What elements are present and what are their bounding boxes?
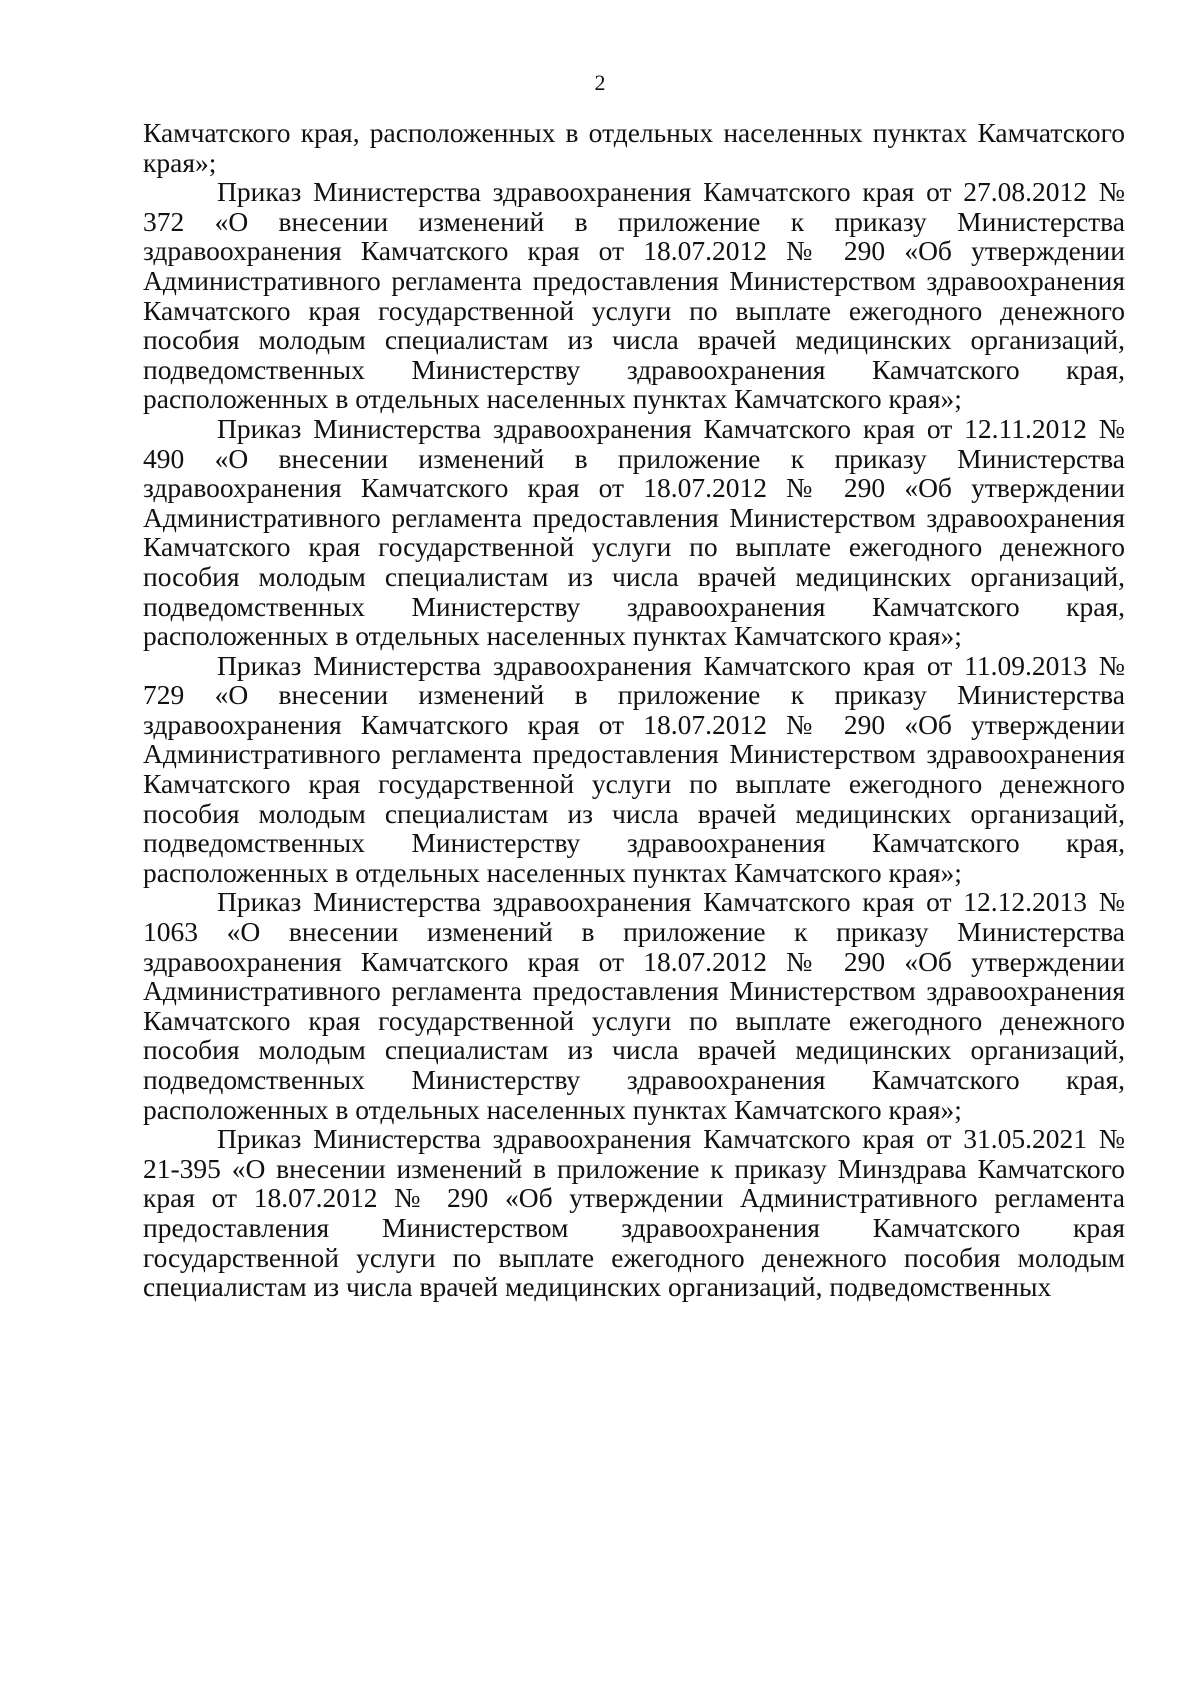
paragraph-order-490: Приказ Министерства здравоохранения Камчатского края от 12.11.2012 № 490 «О внесении изменений в приложение к приказу Министерства здравоохранения Камчатского края от 18.07.2012 № 290 «Об утверждении Административного регламента предоставления Министерством здравоохранения Камчатского края государственной услуги по выплате ежегодного денежного пособия молодым специалистам из числа врачей медицинских организаций, подведомственных Министерству здравоохранения Камчатского края, расположенных в отдельных населенных пунктах Камчатского края»;: [143, 412, 1125, 652]
paragraph-order-1063: Приказ Министерства здравоохранения Камчатского края от 12.12.2013 № 1063 «О внесении изменений в приложение к приказу Министерства здравоохранения Камчатского края от 18.07.2012 № 290 «Об утверждении Административного регламента предоставления Министерством здравоохранения Камчатского края государственной услуги по выплате ежегодного денежного пособия молодым специалистам из числа врачей медицинских организаций, подведомственных Министерству здравоохранения Камчатского края, расположенных в отдельных населенных пунктах Камчатского края»;: [143, 886, 1125, 1125]
paragraph-continuation: Камчатского края, расположенных в отдельных населенных пунктах Камчатского края»;: [143, 117, 1125, 178]
paragraph-order-21-395: Приказ Министерства здравоохранения Камчатского края от 31.05.2021 № 21-395 «О внесении изменений в приложение к приказу Минздрава Камчатского края от 18.07.2012 № 290 «Об утверждении Административного регламента предоставления Министерством здравоохранения Камчатского края государственной услуги по выплате ежегодного денежного пособия молодым специалистам из числа врачей медицинских организаций, подведомственных: [143, 1123, 1125, 1303]
paragraph-order-729: Приказ Министерства здравоохранения Камчатского края от 11.09.2013 № 729 «О внесении изменений в приложение к приказу Министерства здравоохранения Камчатского края от 18.07.2012 № 290 «Об утверждении Административного регламента предоставления Министерством здравоохранения Камчатского края государственной услуги по выплате ежегодного денежного пособия молодым специалистам из числа врачей медицинских организаций, подведомственных Министерству здравоохранения Камчатского края, расположенных в отдельных населенных пунктах Камчатского края»;: [143, 649, 1125, 888]
document-body: [143, 118, 1125, 1302]
page-number: 2: [594, 70, 606, 95]
paragraph-order-372: Приказ Министерства здравоохранения Камчатского края от 27.08.2012 № 372 «О внесении изменений в приложение к приказу Министерства здравоохранения Камчатского края от 18.07.2012 № 290 «Об утверждении Административного регламента предоставления Министерством здравоохранения Камчатского края государственной услуги по выплате ежегодного денежного пособия молодым специалистам из числа врачей медицинских организаций, подведомственных Министерству здравоохранения Камчатского края, расположенных в отдельных населенных пунктах Камчатского края»;: [143, 176, 1125, 415]
